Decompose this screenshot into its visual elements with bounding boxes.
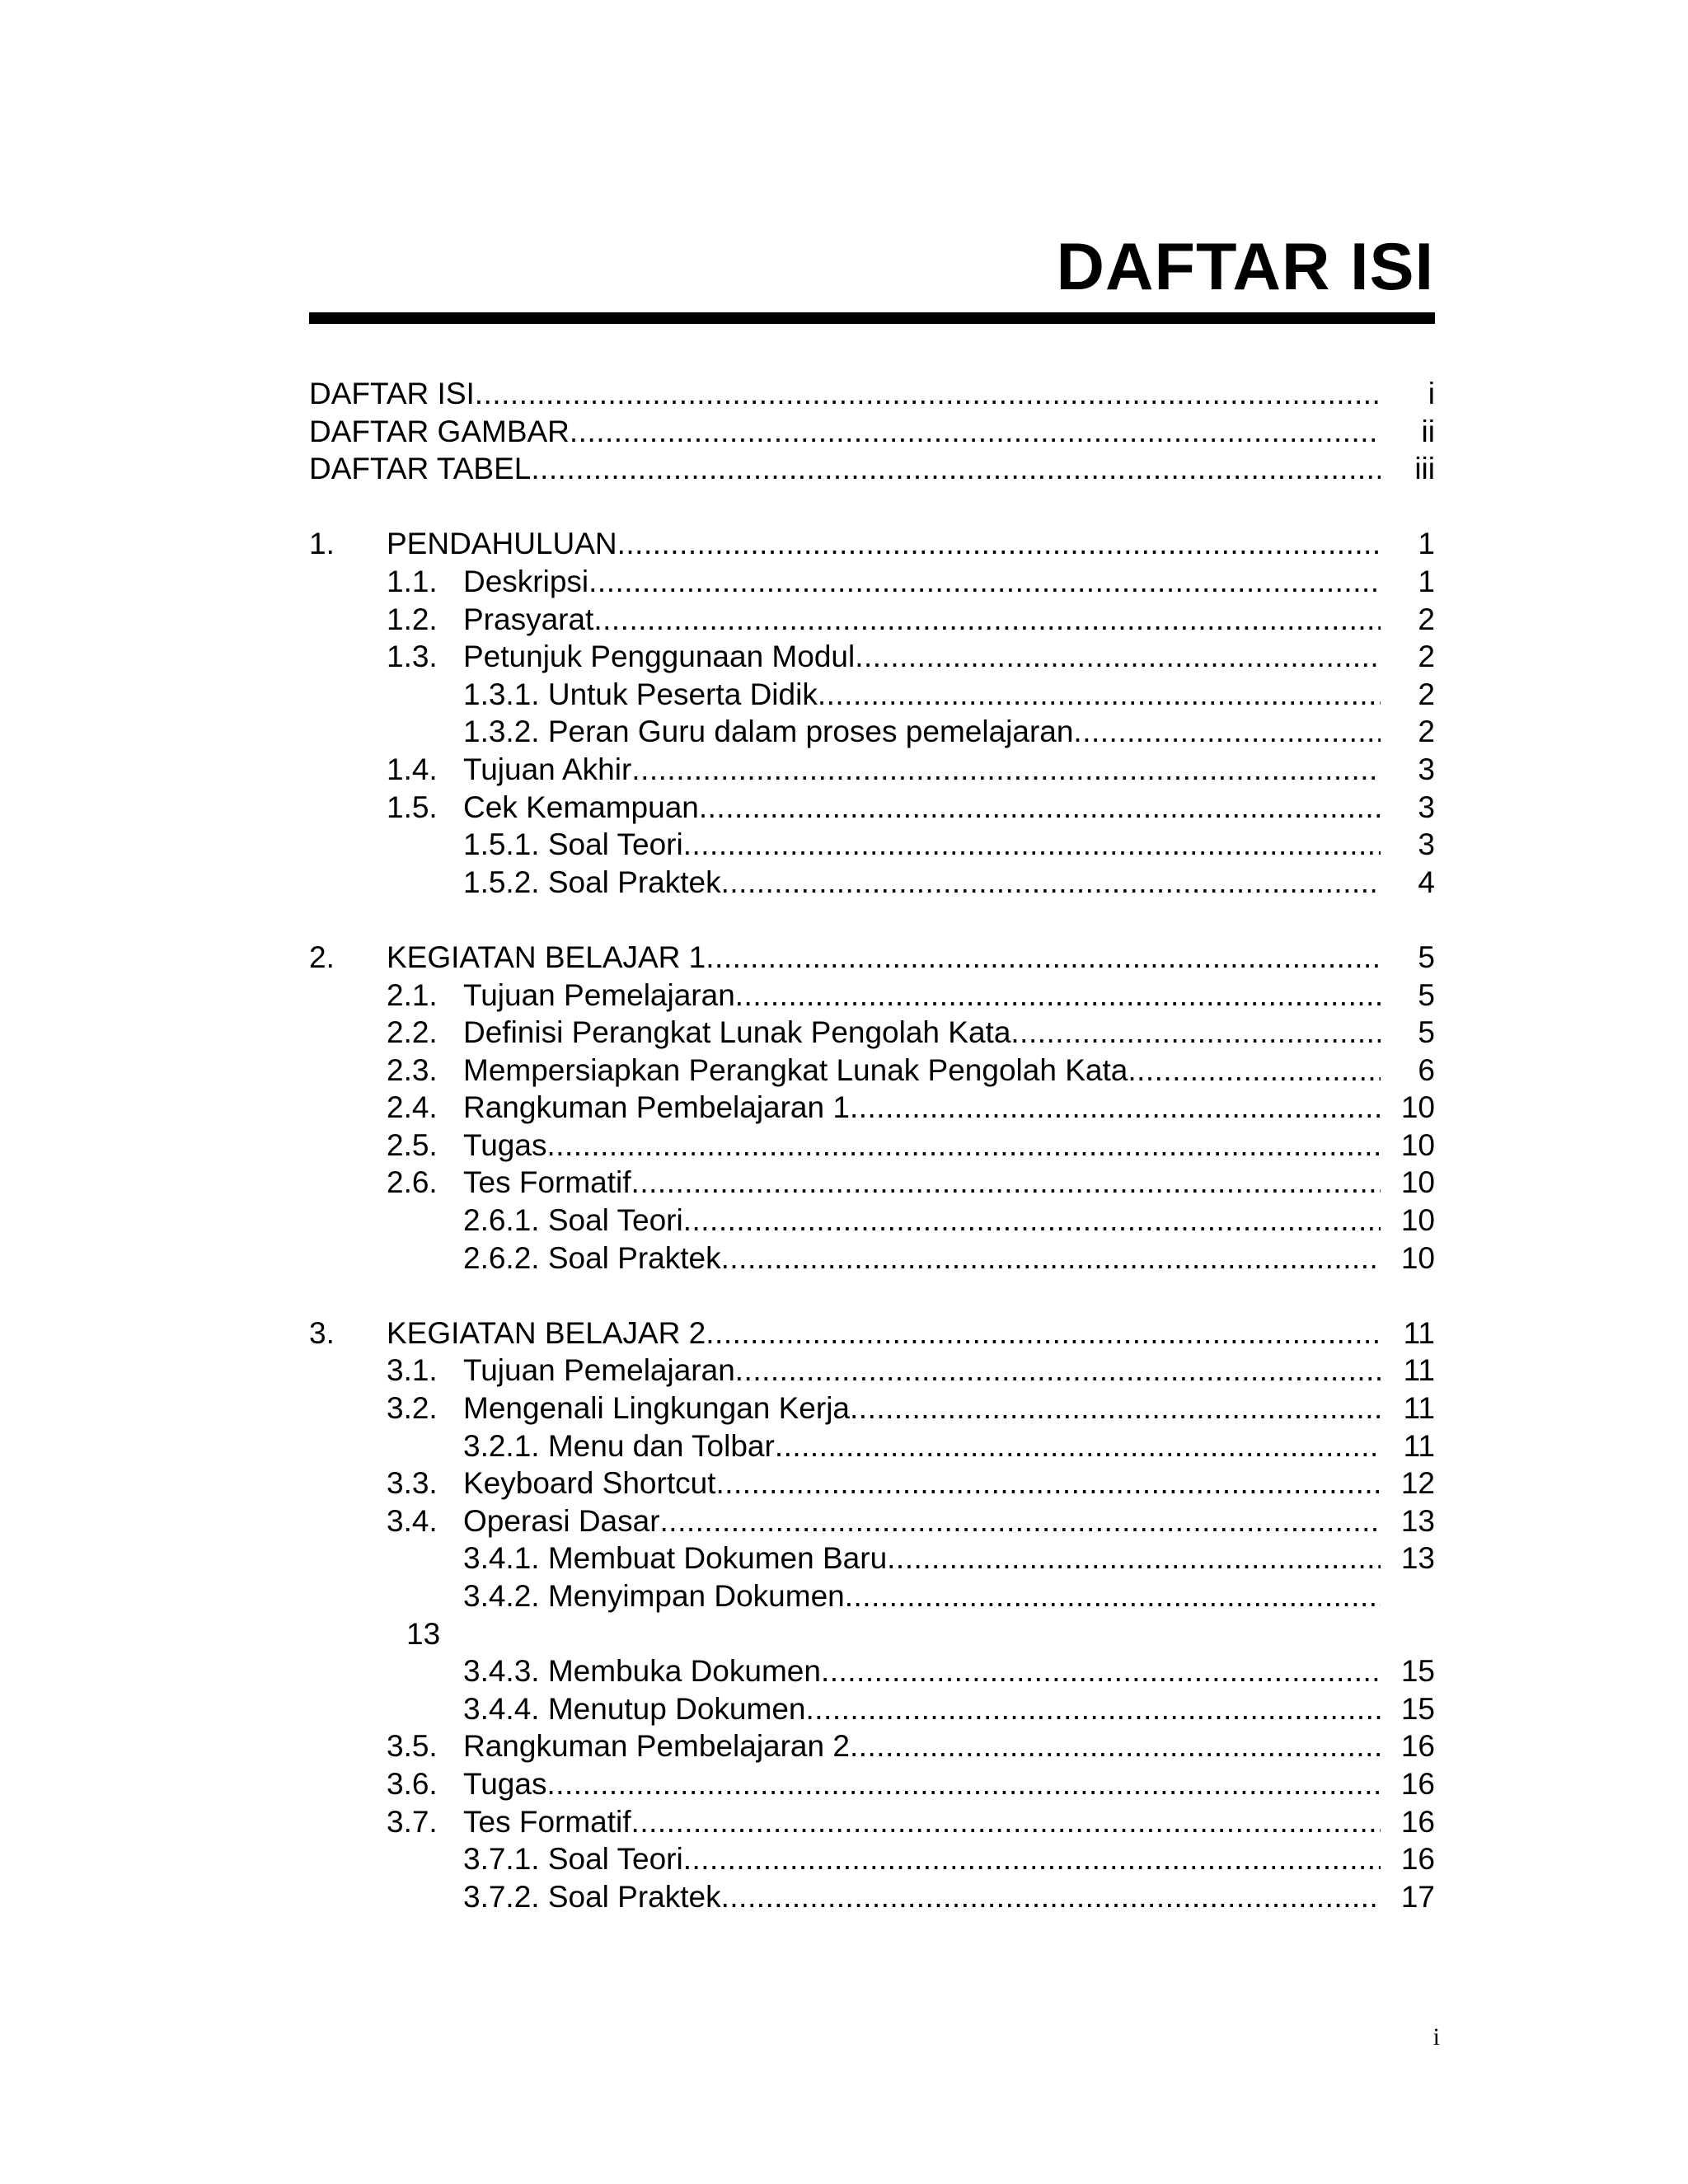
dot-leader	[721, 864, 1381, 902]
toc-row-subsection[interactable]	[309, 1652, 1435, 1690]
dot-leader	[546, 1127, 1381, 1165]
dot-leader	[531, 450, 1381, 488]
toc-entry-label: 1.3.1. Untuk Peserta Didik	[463, 677, 818, 711]
toc-row-section[interactable]	[309, 977, 1435, 1015]
dot-leader	[1128, 1052, 1381, 1090]
toc-section-number: 1.2.	[387, 602, 438, 636]
toc-page-number: 6	[1418, 1052, 1435, 1087]
dot-leader	[1010, 1014, 1381, 1052]
toc-page-number: 3	[1418, 790, 1435, 824]
toc-entry-label: Prasyarat	[463, 602, 594, 636]
toc-section-number: 2.3.	[387, 1052, 438, 1087]
dot-leader	[805, 1690, 1381, 1728]
toc-section-number: 2.4.	[387, 1090, 438, 1125]
toc-section-number: 2.6.	[387, 1165, 438, 1200]
dot-leader	[617, 525, 1381, 563]
toc-entry-label: Tujuan Akhir	[463, 752, 632, 786]
toc-entry-label: 2.6.1. Soal Teori	[463, 1203, 683, 1238]
toc-entry-label: Petunjuk Penggunaan Modul	[463, 640, 856, 674]
toc-page-number: 10	[1400, 1165, 1435, 1200]
toc-row-section[interactable]	[309, 1727, 1435, 1765]
toc-page-number: 16	[1400, 1766, 1435, 1801]
dot-leader	[850, 1089, 1381, 1127]
toc-section-number: 3.2.	[387, 1391, 438, 1426]
toc-entry-label: Tujuan Pemelajaran	[463, 977, 735, 1012]
toc-section-number: 3.7.	[387, 1804, 438, 1839]
dot-leader	[850, 1727, 1381, 1765]
dot-leader	[818, 676, 1381, 714]
toc-entry-label: 3.4.1. Membuat Dokumen Baru	[463, 1541, 888, 1576]
toc-entry-label: DAFTAR ISI	[309, 377, 475, 410]
toc-page-number: 12	[1400, 1466, 1435, 1501]
toc-entry-label: Mempersiapkan Perangkat Lunak Pengolah Kata	[463, 1052, 1128, 1087]
toc-row-section[interactable]	[309, 1014, 1435, 1052]
toc-section-number: 2.2.	[387, 1015, 438, 1050]
toc-row-section[interactable]	[309, 1352, 1435, 1390]
dot-leader	[683, 1840, 1381, 1878]
toc-page-number: 16	[1400, 1804, 1435, 1839]
toc-entry-label: Rangkuman Pembelajaran 2	[463, 1729, 850, 1764]
toc-chapter-number: 3.	[309, 1315, 335, 1350]
dot-leader	[721, 1240, 1381, 1277]
toc-page-number: 1	[1418, 527, 1435, 561]
toc-row-section[interactable]	[309, 1465, 1435, 1502]
toc-section-number: 3.5.	[387, 1729, 438, 1764]
toc-row-subsection[interactable]	[309, 676, 1435, 714]
toc-row-chapter[interactable]	[309, 1315, 1435, 1352]
toc-section-number: 3.1.	[387, 1353, 438, 1388]
toc-entry-label: 3.4.2. Menyimpan Dokumen	[463, 1579, 845, 1613]
toc-page-number: i	[1428, 377, 1435, 410]
toc-row-subsection[interactable]	[309, 1427, 1435, 1465]
toc-row-section[interactable]	[309, 1502, 1435, 1540]
dot-leader	[588, 563, 1381, 601]
toc-page-number: 5	[1418, 940, 1435, 974]
toc-entry-label: 1.5.2. Soal Praktek	[463, 865, 721, 899]
toc-page-number: 13	[406, 1616, 441, 1651]
toc-entry-label: 3.2.1. Menu dan Tolbar	[463, 1428, 775, 1463]
page-folio: i	[1432, 2023, 1440, 2050]
toc-row-section[interactable]	[309, 1765, 1435, 1803]
toc-row-section[interactable]	[309, 601, 1435, 639]
toc-entry-label: 1.5.1. Soal Teori	[463, 827, 683, 862]
dot-leader	[721, 1878, 1381, 1916]
toc-page-number: 5	[1418, 1015, 1435, 1050]
dot-leader	[706, 1315, 1381, 1352]
toc-entry-label: 1.3.2. Peran Guru dalam proses pemelajaran	[463, 715, 1074, 749]
toc-section-number: 3.4.	[387, 1503, 438, 1538]
toc-page-number: 5	[1418, 977, 1435, 1012]
toc-page-number: 13	[1400, 1503, 1435, 1538]
dot-leader	[631, 751, 1381, 789]
toc-row-section[interactable]	[309, 1127, 1435, 1165]
dot-leader	[475, 375, 1381, 413]
dot-leader	[821, 1652, 1381, 1690]
toc-entry-label: PENDAHULUAN	[387, 527, 617, 561]
toc-entry-label: Cek Kemampuan	[463, 790, 699, 824]
toc-entry-label: Tes Formatif	[463, 1165, 631, 1200]
toc-row-front-matter[interactable]	[309, 375, 1435, 413]
toc-entry-label: Tugas	[463, 1766, 547, 1801]
toc-entry-label: KEGIATAN BELAJAR 1	[387, 940, 706, 974]
dot-leader	[706, 939, 1381, 977]
toc-row-section[interactable]	[309, 751, 1435, 789]
toc-row-section[interactable]	[309, 1164, 1435, 1202]
toc-row-subsection[interactable]	[309, 1690, 1435, 1728]
toc-page-number: 10	[1400, 1127, 1435, 1162]
toc-page-number: 17	[1400, 1879, 1435, 1914]
toc-page-number: 2	[1418, 602, 1435, 636]
toc-section-number: 2.5.	[387, 1127, 438, 1162]
toc-row-section[interactable]	[309, 638, 1435, 676]
toc-page-number: 13	[1400, 1541, 1435, 1576]
dot-leader	[631, 1164, 1381, 1202]
toc-entry-label: DAFTAR TABEL	[309, 452, 532, 486]
dot-leader	[546, 1765, 1381, 1803]
page-title: DAFTAR ISI	[1056, 230, 1434, 304]
toc-row-subsection[interactable]	[309, 1540, 1435, 1577]
toc-page-number: 1	[1418, 564, 1435, 598]
toc-row-subsection[interactable]	[309, 1840, 1435, 1878]
toc-page-number: iii	[1414, 452, 1435, 486]
toc-section-number: 3.6.	[387, 1766, 438, 1801]
toc-page-number: 4	[1418, 865, 1435, 899]
toc-row-subsection[interactable]	[309, 864, 1435, 902]
toc-entry-label: Keyboard Shortcut	[463, 1466, 716, 1501]
dot-leader	[775, 1427, 1381, 1465]
dot-leader	[699, 789, 1381, 827]
toc-page-number: 2	[1418, 677, 1435, 711]
dot-leader	[855, 638, 1381, 676]
toc-entry-label: Mengenali Lingkungan Kerja	[463, 1391, 851, 1426]
toc-row-subsection[interactable]	[309, 1202, 1435, 1240]
toc-row-front-matter[interactable]	[309, 450, 1435, 488]
toc-entry-label: Tugas	[463, 1127, 547, 1162]
toc-page-number: 10	[1400, 1240, 1435, 1275]
toc-row-subsection[interactable]	[309, 1577, 1435, 1652]
toc-entry-label: 3.4.4. Menutup Dokumen	[463, 1691, 806, 1726]
toc-page-number: 11	[1403, 1315, 1435, 1350]
toc-row-section[interactable]	[309, 1390, 1435, 1427]
toc-entry-label: Rangkuman Pembelajaran 1	[463, 1090, 850, 1125]
toc-section-number: 3.3.	[387, 1466, 438, 1501]
toc-entry-label: KEGIATAN BELAJAR 2	[387, 1315, 706, 1350]
table-of-contents	[309, 375, 1435, 1915]
toc-entry-label: Tujuan Pemelajaran	[463, 1353, 735, 1388]
toc-row-front-matter[interactable]	[309, 413, 1435, 451]
toc-entry-label: 3.7.2. Soal Praktek	[463, 1879, 721, 1914]
toc-page-number: 3	[1418, 827, 1435, 862]
toc-section-number: 1.3.	[387, 640, 438, 674]
toc-row-section[interactable]	[309, 789, 1435, 827]
toc-row-section[interactable]	[309, 1803, 1435, 1841]
dot-leader	[715, 1465, 1381, 1502]
toc-row-subsection[interactable]	[309, 713, 1435, 751]
toc-row-subsection[interactable]	[309, 1240, 1435, 1277]
toc-page-number: 10	[1400, 1203, 1435, 1238]
toc-section-number: 1.1.	[387, 564, 438, 598]
dot-leader	[570, 413, 1381, 451]
toc-entry-label: Deskripsi	[463, 564, 589, 598]
toc-row-section[interactable]	[309, 1089, 1435, 1127]
toc-chapter-number: 2.	[309, 940, 335, 974]
toc-row-section[interactable]	[309, 1052, 1435, 1090]
toc-entry-label: 3.7.1. Soal Teori	[463, 1842, 683, 1877]
toc-page-number: 16	[1400, 1729, 1435, 1764]
toc-page-number: 2	[1418, 640, 1435, 674]
dot-leader	[850, 1390, 1381, 1427]
toc-row-chapter[interactable]	[309, 939, 1435, 977]
dot-leader	[735, 1352, 1381, 1390]
toc-entry-label: 3.4.3. Membuka Dokumen	[463, 1654, 821, 1689]
toc-page-number: 11	[1403, 1353, 1435, 1388]
dot-leader	[631, 1803, 1381, 1841]
toc-row-subsection[interactable]	[309, 1878, 1435, 1916]
dot-leader	[1073, 713, 1381, 751]
toc-page-number: ii	[1421, 414, 1435, 448]
dot-leader	[845, 1577, 1381, 1615]
toc-row-chapter[interactable]	[309, 525, 1435, 563]
toc-entry-label: DAFTAR GAMBAR	[309, 414, 570, 448]
dot-leader	[683, 826, 1381, 864]
dot-leader	[887, 1540, 1381, 1577]
toc-page-number: 16	[1400, 1842, 1435, 1877]
toc-section-number: 2.1.	[387, 977, 438, 1012]
dot-leader	[735, 977, 1381, 1015]
toc-page-number: 15	[1400, 1654, 1435, 1689]
toc-page-number: 11	[1403, 1391, 1435, 1426]
toc-entry-label: Definisi Perangkat Lunak Pengolah Kata	[463, 1015, 1011, 1050]
toc-row-subsection[interactable]	[309, 826, 1435, 864]
toc-page-number: 3	[1418, 752, 1435, 786]
toc-entry-label: 2.6.2. Soal Praktek	[463, 1240, 721, 1275]
toc-page-number: 15	[1400, 1691, 1435, 1726]
title-rule	[309, 312, 1435, 324]
dot-leader	[593, 601, 1381, 639]
toc-section-number: 1.5.	[387, 790, 438, 824]
toc-row-section[interactable]	[309, 563, 1435, 601]
dot-leader	[660, 1502, 1381, 1540]
toc-chapter-number: 1.	[309, 527, 335, 561]
toc-entry-label: Operasi Dasar	[463, 1503, 660, 1538]
toc-page-number: 2	[1418, 715, 1435, 749]
toc-entry-label: Tes Formatif	[463, 1804, 631, 1839]
dot-leader	[683, 1202, 1381, 1240]
toc-page-number: 11	[1403, 1428, 1435, 1463]
toc-page-number: 10	[1400, 1090, 1435, 1125]
toc-section-number: 1.4.	[387, 752, 438, 786]
